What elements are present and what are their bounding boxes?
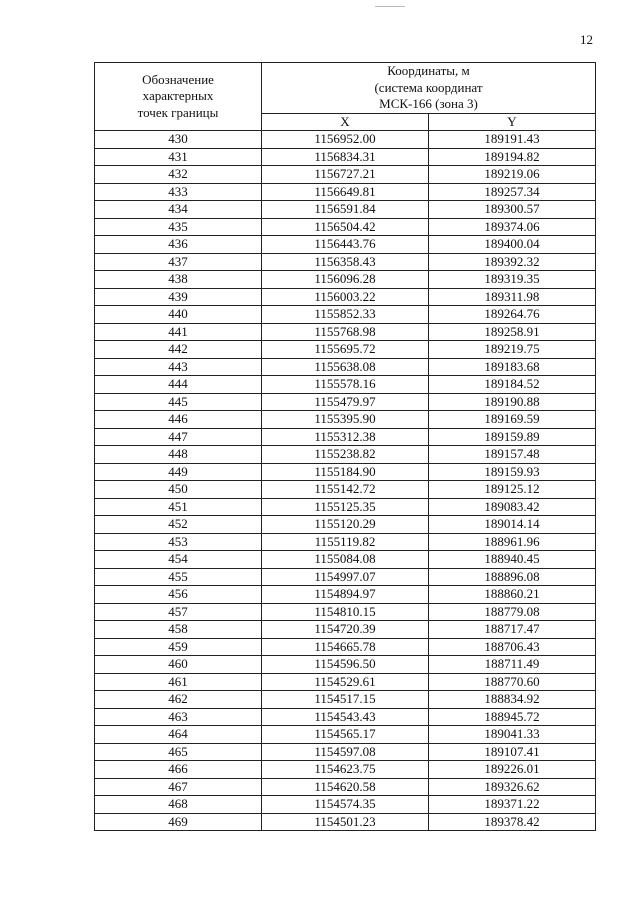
y-coordinate-cell: 189190.88 xyxy=(429,393,596,411)
x-coordinate-cell: 1155312.38 xyxy=(262,428,429,446)
table-row xyxy=(95,393,596,411)
point-number-cell: 467 xyxy=(95,778,262,796)
point-number-cell: 468 xyxy=(95,796,262,814)
y-column-header: Y xyxy=(429,113,596,131)
table-row xyxy=(95,796,596,814)
point-number-cell: 448 xyxy=(95,446,262,464)
point-number-cell: 437 xyxy=(95,253,262,271)
y-coordinate-cell: 189219.06 xyxy=(429,166,596,184)
header-line: характерных xyxy=(142,88,214,104)
y-coordinate-cell: 189159.93 xyxy=(429,463,596,481)
y-coordinate-cell: 189326.62 xyxy=(429,778,596,796)
table-row xyxy=(95,498,596,516)
y-coordinate-cell: 189169.59 xyxy=(429,411,596,429)
y-coordinate-cell: 189300.57 xyxy=(429,201,596,219)
coordinates-header xyxy=(262,63,596,114)
point-number-cell: 434 xyxy=(95,201,262,219)
table-row xyxy=(95,253,596,271)
point-number-cell: 433 xyxy=(95,183,262,201)
x-coordinate-cell: 1155395.90 xyxy=(262,411,429,429)
x-coordinate-cell: 1154529.61 xyxy=(262,673,429,691)
y-coordinate-cell: 188717.47 xyxy=(429,621,596,639)
point-number-cell: 444 xyxy=(95,376,262,394)
point-number-cell: 464 xyxy=(95,726,262,744)
x-coordinate-cell: 1156504.42 xyxy=(262,218,429,236)
x-coordinate-cell: 1156443.76 xyxy=(262,236,429,254)
y-coordinate-cell: 189014.14 xyxy=(429,516,596,534)
x-coordinate-cell: 1154894.97 xyxy=(262,586,429,604)
point-number-cell: 440 xyxy=(95,306,262,324)
table-row xyxy=(95,323,596,341)
x-coordinate-cell: 1156649.81 xyxy=(262,183,429,201)
table-row xyxy=(95,761,596,779)
table-row xyxy=(95,463,596,481)
table-row xyxy=(95,341,596,359)
point-number-cell: 466 xyxy=(95,761,262,779)
table-row xyxy=(95,778,596,796)
x-coordinate-cell: 1154574.35 xyxy=(262,796,429,814)
table-row xyxy=(95,516,596,534)
x-coordinate-cell: 1156834.31 xyxy=(262,148,429,166)
point-number-cell: 469 xyxy=(95,813,262,831)
x-coordinate-cell: 1156591.84 xyxy=(262,201,429,219)
coordinates-table xyxy=(94,62,596,831)
point-number-cell: 458 xyxy=(95,621,262,639)
point-number-cell: 453 xyxy=(95,533,262,551)
point-number-cell: 451 xyxy=(95,498,262,516)
table-row xyxy=(95,201,596,219)
x-coordinate-cell: 1154501.23 xyxy=(262,813,429,831)
table-row xyxy=(95,376,596,394)
table-row xyxy=(95,673,596,691)
x-coordinate-cell: 1154543.43 xyxy=(262,708,429,726)
y-coordinate-cell: 188961.96 xyxy=(429,533,596,551)
y-coordinate-cell: 189374.06 xyxy=(429,218,596,236)
y-coordinate-cell: 189183.68 xyxy=(429,358,596,376)
header-line: МСК-166 (зона 3) xyxy=(379,96,478,111)
point-number-cell: 459 xyxy=(95,638,262,656)
x-column-header: X xyxy=(262,113,429,131)
header-line: (система координат xyxy=(374,79,483,95)
table-row xyxy=(95,743,596,761)
x-coordinate-cell: 1155695.72 xyxy=(262,341,429,359)
point-number-cell: 446 xyxy=(95,411,262,429)
y-coordinate-cell: 188860.21 xyxy=(429,586,596,604)
x-coordinate-cell: 1154665.78 xyxy=(262,638,429,656)
table-row xyxy=(95,411,596,429)
x-coordinate-cell: 1155638.08 xyxy=(262,358,429,376)
top-edge-mark xyxy=(375,6,405,7)
point-number-cell: 457 xyxy=(95,603,262,621)
y-coordinate-cell: 189125.12 xyxy=(429,481,596,499)
x-coordinate-cell: 1156003.22 xyxy=(262,288,429,306)
x-coordinate-cell: 1156096.28 xyxy=(262,271,429,289)
x-coordinate-cell: 1155125.35 xyxy=(262,498,429,516)
table-row xyxy=(95,183,596,201)
point-number-cell: 456 xyxy=(95,586,262,604)
table-row xyxy=(95,446,596,464)
x-coordinate-cell: 1155120.29 xyxy=(262,516,429,534)
x-coordinate-cell: 1154623.75 xyxy=(262,761,429,779)
table-row xyxy=(95,586,596,604)
table-row xyxy=(95,533,596,551)
x-coordinate-cell: 1154597.08 xyxy=(262,743,429,761)
y-coordinate-cell: 189219.75 xyxy=(429,341,596,359)
table-body xyxy=(95,131,596,831)
point-number-cell: 445 xyxy=(95,393,262,411)
x-coordinate-cell: 1155479.97 xyxy=(262,393,429,411)
table-row xyxy=(95,656,596,674)
table-row xyxy=(95,288,596,306)
point-number-cell: 447 xyxy=(95,428,262,446)
point-number-cell: 432 xyxy=(95,166,262,184)
table-row xyxy=(95,271,596,289)
y-coordinate-cell: 189083.42 xyxy=(429,498,596,516)
y-coordinate-cell: 189159.89 xyxy=(429,428,596,446)
x-coordinate-cell: 1155084.08 xyxy=(262,551,429,569)
x-coordinate-cell: 1156727.21 xyxy=(262,166,429,184)
point-number-cell: 455 xyxy=(95,568,262,586)
x-coordinate-cell: 1154720.39 xyxy=(262,621,429,639)
table-row xyxy=(95,236,596,254)
y-coordinate-cell: 189157.48 xyxy=(429,446,596,464)
point-number-cell: 442 xyxy=(95,341,262,359)
table-row xyxy=(95,551,596,569)
x-coordinate-cell: 1155578.16 xyxy=(262,376,429,394)
x-coordinate-cell: 1154620.58 xyxy=(262,778,429,796)
x-coordinate-cell: 1154810.15 xyxy=(262,603,429,621)
y-coordinate-cell: 188711.49 xyxy=(429,656,596,674)
table-row xyxy=(95,428,596,446)
y-coordinate-cell: 189378.42 xyxy=(429,813,596,831)
x-coordinate-cell: 1156358.43 xyxy=(262,253,429,271)
table-row xyxy=(95,813,596,831)
point-number-cell: 465 xyxy=(95,743,262,761)
x-coordinate-cell: 1154596.50 xyxy=(262,656,429,674)
y-coordinate-cell: 188940.45 xyxy=(429,551,596,569)
y-coordinate-cell: 189400.04 xyxy=(429,236,596,254)
y-coordinate-cell: 189371.22 xyxy=(429,796,596,814)
table-row xyxy=(95,218,596,236)
point-number-cell: 452 xyxy=(95,516,262,534)
x-coordinate-cell: 1155119.82 xyxy=(262,533,429,551)
point-number-cell: 431 xyxy=(95,148,262,166)
y-coordinate-cell: 188834.92 xyxy=(429,691,596,709)
y-coordinate-cell: 188945.72 xyxy=(429,708,596,726)
x-coordinate-cell: 1154565.17 xyxy=(262,726,429,744)
table-row xyxy=(95,568,596,586)
point-number-cell: 454 xyxy=(95,551,262,569)
y-coordinate-cell: 189041.33 xyxy=(429,726,596,744)
header-line: точек границы xyxy=(137,104,219,120)
y-coordinate-cell: 189392.32 xyxy=(429,253,596,271)
point-number-cell: 441 xyxy=(95,323,262,341)
table-row xyxy=(95,306,596,324)
table-row xyxy=(95,131,596,149)
page-number: 12 xyxy=(580,32,593,47)
y-coordinate-cell: 189107.41 xyxy=(429,743,596,761)
y-coordinate-cell: 189264.76 xyxy=(429,306,596,324)
x-coordinate-cell: 1155238.82 xyxy=(262,446,429,464)
point-number-cell: 460 xyxy=(95,656,262,674)
table-row xyxy=(95,726,596,744)
y-coordinate-cell: 189226.01 xyxy=(429,761,596,779)
table-row xyxy=(95,166,596,184)
y-coordinate-cell: 189258.91 xyxy=(429,323,596,341)
table-row xyxy=(95,358,596,376)
x-coordinate-cell: 1154997.07 xyxy=(262,568,429,586)
x-coordinate-cell: 1155768.98 xyxy=(262,323,429,341)
point-number-cell: 463 xyxy=(95,708,262,726)
y-coordinate-cell: 189311.98 xyxy=(429,288,596,306)
table-row xyxy=(95,621,596,639)
point-number-cell: 443 xyxy=(95,358,262,376)
x-coordinate-cell: 1154517.15 xyxy=(262,691,429,709)
y-coordinate-cell: 189319.35 xyxy=(429,271,596,289)
table-row xyxy=(95,603,596,621)
y-coordinate-cell: 188706.43 xyxy=(429,638,596,656)
point-number-cell: 439 xyxy=(95,288,262,306)
y-coordinate-cell: 188770.60 xyxy=(429,673,596,691)
point-number-cell: 436 xyxy=(95,236,262,254)
point-number-cell: 435 xyxy=(95,218,262,236)
table-row xyxy=(95,708,596,726)
point-number-cell: 461 xyxy=(95,673,262,691)
y-coordinate-cell: 188896.08 xyxy=(429,568,596,586)
point-number-cell: 450 xyxy=(95,481,262,499)
point-number-cell: 462 xyxy=(95,691,262,709)
table-row xyxy=(95,691,596,709)
y-coordinate-cell: 189257.34 xyxy=(429,183,596,201)
y-coordinate-cell: 188779.08 xyxy=(429,603,596,621)
x-coordinate-cell: 1155142.72 xyxy=(262,481,429,499)
x-coordinate-cell: 1156952.00 xyxy=(262,131,429,149)
point-designation-header xyxy=(95,63,262,131)
y-coordinate-cell: 189184.52 xyxy=(429,376,596,394)
point-number-cell: 430 xyxy=(95,131,262,149)
point-number-cell: 449 xyxy=(95,463,262,481)
x-coordinate-cell: 1155852.33 xyxy=(262,306,429,324)
x-coordinate-cell: 1155184.90 xyxy=(262,463,429,481)
table-row xyxy=(95,638,596,656)
table-row xyxy=(95,481,596,499)
header-line: Обозначение xyxy=(142,71,214,87)
y-coordinate-cell: 189194.82 xyxy=(429,148,596,166)
y-coordinate-cell: 189191.43 xyxy=(429,131,596,149)
table-row xyxy=(95,148,596,166)
header-line: Координаты, м xyxy=(387,63,470,78)
point-number-cell: 438 xyxy=(95,271,262,289)
